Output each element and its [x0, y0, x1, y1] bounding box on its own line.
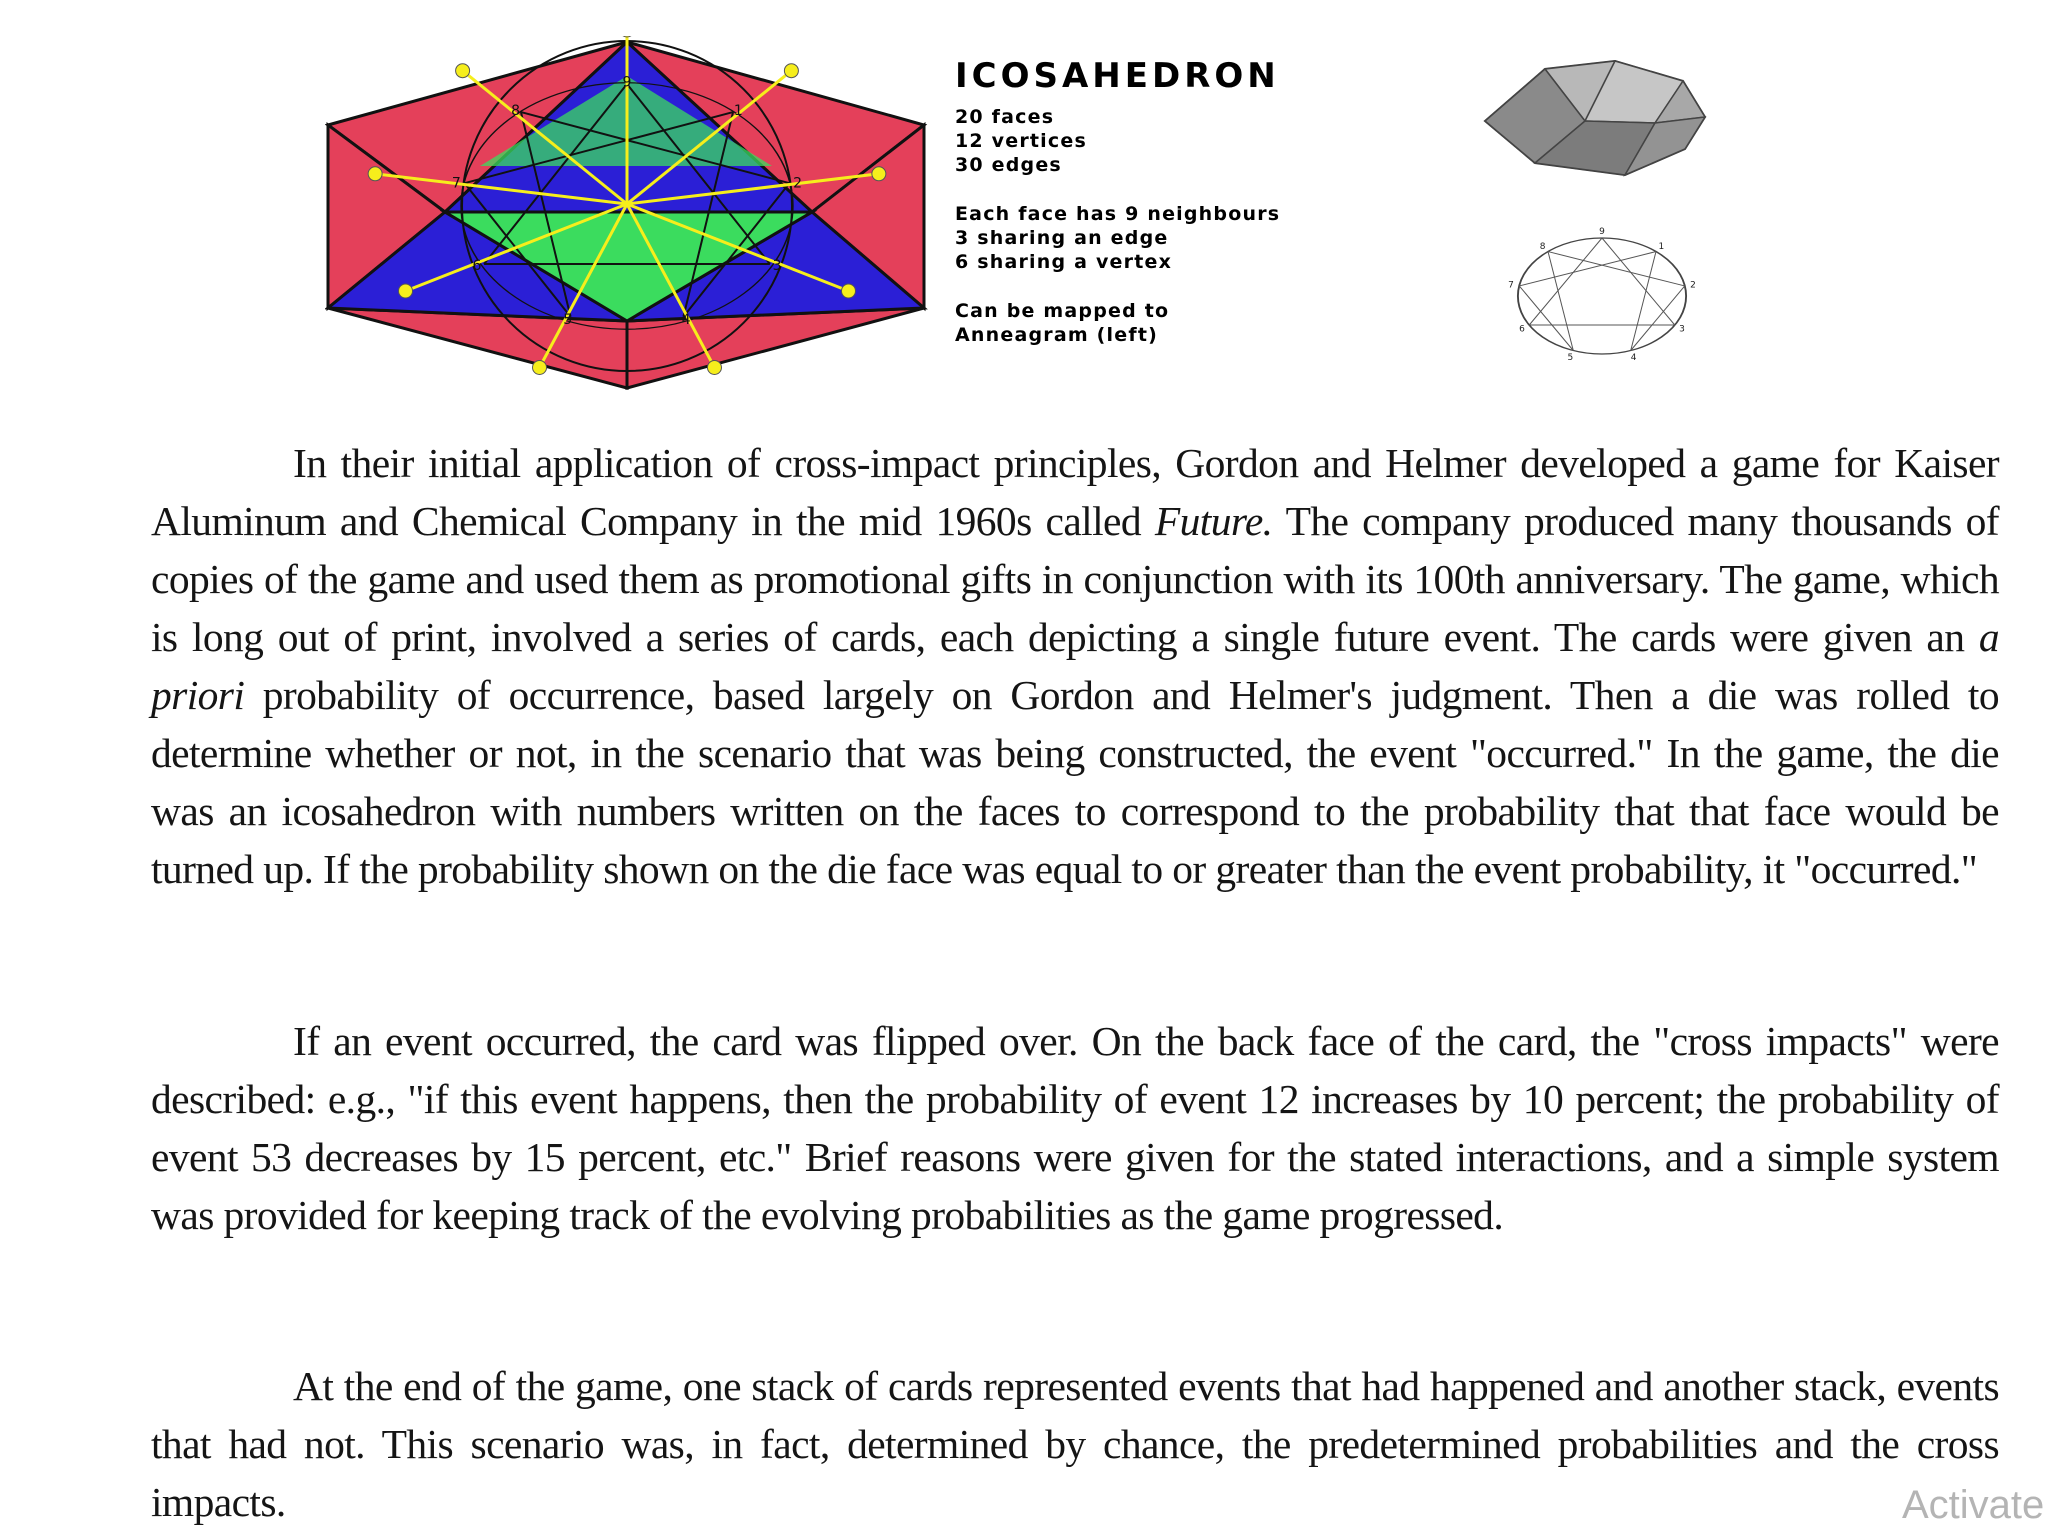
enneagram-point-label: 7 [451, 175, 461, 192]
edges-count: 30 edges [955, 154, 1062, 176]
enneagram-spoke-knob [784, 64, 798, 78]
vertex-neighbours-line: 6 sharing a vertex [955, 251, 1173, 273]
enneagram-spoke-knob [399, 284, 413, 298]
enneagram-point-label: 1 [733, 103, 743, 120]
paragraph-text-segment: a priori [151, 614, 1999, 718]
paragraph-text-segment: If an event occurred, the card was flipped over. On the back face of the card, the "cross impacts" were described: e.g., "if this event happens, then the probability of event 12 increases by 10 percent; the probability of event 53 decreases by 15 percent, etc." Brief reasons were given for the stated interactions, and a simple system was provided for keeping track of the evolving probabilities as the game progressed. [151, 1018, 1999, 1238]
enneagram-spoke-knob [456, 64, 470, 78]
paragraph-text-segment: Future. [1154, 498, 1273, 544]
enneagram-point-label: 6 [472, 258, 482, 275]
enneagram-point-label: 5 [563, 312, 573, 329]
small-enneagram-point-label: 6 [1519, 324, 1525, 335]
small-enneagram-point-label: 3 [1679, 324, 1685, 335]
enneagram-spoke-knob [707, 361, 721, 375]
paragraph-text-segment: In their initial application of cross-impact principles, Gordon and Helmer developed a game for Kaiser Aluminum and Chemical Company in the mid 1960s called [151, 440, 1999, 544]
paragraph-1 [151, 434, 1999, 898]
paragraph-3 [151, 1357, 1999, 1531]
enneagram-spoke-knob [533, 361, 547, 375]
small-enneagram-point-label: 9 [1599, 227, 1605, 238]
enneagram-spoke-knob [841, 284, 855, 298]
figure-title: ICOSAHEDRON [955, 56, 1280, 96]
enneagram-point-label: 4 [681, 312, 691, 329]
paragraph-text-segment: At the end of the game, one stack of cards represented events that had happened and another stack, events that had not. This scenario was, in fact, determined by chance, the predetermined probabilities and the cross impacts. [151, 1363, 1999, 1525]
enneagram-point-label: 2 [793, 175, 803, 192]
paragraph-2 [151, 1012, 1999, 1244]
enneagram-spoke-knob [872, 167, 886, 181]
faces-count: 20 faces [955, 106, 1055, 128]
edge-neighbours-line: 3 sharing an edge [955, 227, 1169, 249]
paragraph-text-segment: probability of occurrence, based largely on Gordon and Helmer's judgment. Then a die was rolled to determine whether or not, in the scenario that was being constructed, the event "occurred." In the game, the die was an icosahedron with numbers written on the faces to correspond to the probability that that face would be turned up. If the probability shown on the die face was equal to or greater than the event probability, it "occurred." [151, 672, 1999, 892]
neighbours-line: Each face has 9 neighbours [955, 203, 1281, 225]
mapping-line: Can be mapped to [955, 300, 1170, 322]
gray-icosahedron-solid [1475, 51, 1715, 181]
enneagram-spoke-knob [368, 167, 382, 181]
vertices-count: 12 vertices [955, 130, 1087, 152]
enneagram-point-label: 8 [511, 103, 521, 120]
small-enneagram-point-label: 2 [1690, 280, 1696, 291]
small-enneagram-diagram [1490, 221, 1710, 371]
enneagram-point-label: 3 [772, 258, 782, 275]
small-enneagram-point-label: 8 [1539, 242, 1546, 253]
enneagram-point-label: 9 [622, 74, 632, 91]
small-enneagram-labels [1508, 227, 1696, 363]
paragraph-text-segment: The company produced many thousands of copies of the game and used them as promotional gifts in conjunction with its 100th anniversary. The game, which is long out of print, involved a series of cards, each depicting a single future event. The cards were given an [151, 498, 2000, 660]
small-enneagram-point-label: 4 [1630, 353, 1637, 364]
icosahedron-figure [325, 36, 1725, 396]
small-enneagram-point-label: 7 [1508, 280, 1514, 291]
small-enneagram-lines [1519, 238, 1684, 351]
small-enneagram-point-label: 1 [1658, 242, 1665, 253]
anneagram-line: Anneagram (left) [955, 324, 1158, 346]
enneagram-spoke-knob [620, 36, 634, 37]
icosahedron-enneagram-diagram [325, 36, 945, 396]
small-enneagram-point-label: 5 [1567, 353, 1574, 364]
activate-watermark: Activate [1902, 1483, 2045, 1527]
